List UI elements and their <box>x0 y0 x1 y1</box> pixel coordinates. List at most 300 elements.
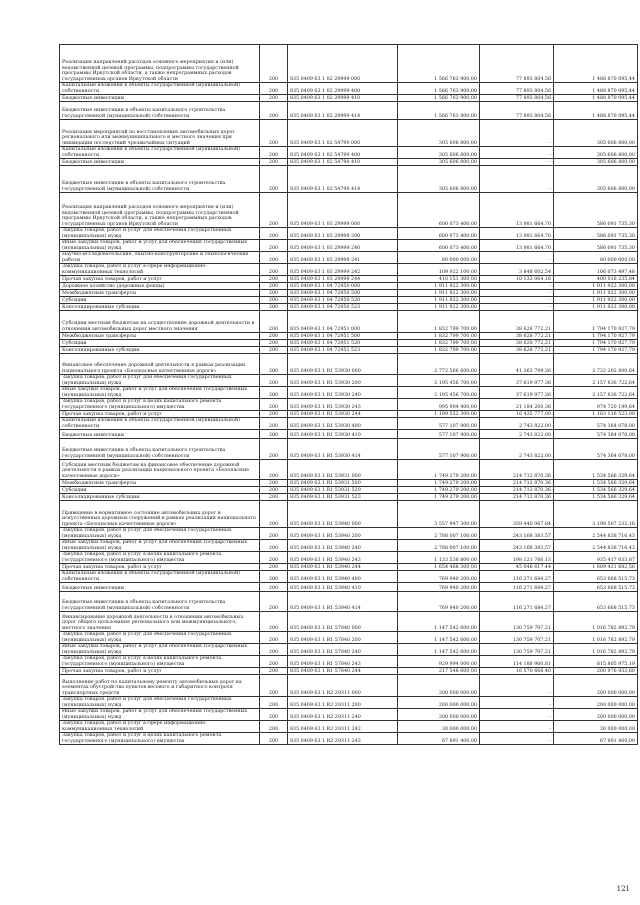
row-approved-amount-cell: 305 606 800,00 <box>398 166 480 193</box>
row-classification-code-cell: 835 0409 63 1 R2 29311 243 <box>288 733 398 745</box>
row-classification-code-cell: 835 0409 63 1 04 72951 520 <box>288 340 398 347</box>
row-executed-amount-cell: 77 893 804,56 <box>480 45 554 83</box>
row-classification-code-cell: 835 0409 63 1 R2 29311 000 <box>288 675 398 697</box>
row-executed-amount-cell: 2 743 822,00 <box>480 418 554 430</box>
row-name-cell: Консолидированные субсидии <box>60 304 260 311</box>
row-name-cell: Бюджетные инвестиции в объекты капитального строительства государственной (муниципальной) собственности <box>60 166 260 193</box>
row-code-cell: 200 <box>260 83 288 95</box>
row-remaining-amount-cell: 815 805 975,19 <box>554 656 638 668</box>
row-name-cell: Консолидированные субсидии <box>60 494 260 501</box>
table-row <box>60 460 638 480</box>
table-row <box>60 487 638 494</box>
table-row <box>60 612 638 632</box>
row-classification-code-cell: 835 0409 63 1 02 54790 414 <box>288 166 398 193</box>
row-name-cell: Прочая закупка товаров, работ и услуг <box>60 668 260 675</box>
row-remaining-amount-cell: 1 534 566 329,64 <box>554 487 638 494</box>
row-executed-amount-cell: - <box>480 283 554 290</box>
row-name-cell: Межбюджетные трансферты <box>60 290 260 297</box>
row-executed-amount-cell: - <box>480 721 554 733</box>
row-approved-amount-cell: 1 749 279 200,00 <box>398 494 480 501</box>
row-approved-amount-cell: 577 107 900,00 <box>398 439 480 460</box>
table-row <box>60 147 638 159</box>
table-row <box>60 340 638 347</box>
table-row <box>60 228 638 240</box>
row-remaining-amount-cell: 574 364 078,00 <box>554 439 638 460</box>
row-executed-amount-cell: - <box>480 675 554 697</box>
row-name-cell: Субсидии <box>60 340 260 347</box>
table-row <box>60 552 638 564</box>
table-row <box>60 290 638 297</box>
table-row <box>60 439 638 460</box>
row-classification-code-cell: 835 0409 63 1 R1 53930 243 <box>288 399 398 411</box>
row-approved-amount-cell: 305 606 800,00 <box>398 147 480 159</box>
row-name-cell: Субсидии <box>60 297 260 304</box>
row-classification-code-cell: 835 0409 63 1 R1 53930 000 <box>288 354 398 375</box>
row-code-cell: 200 <box>260 644 288 656</box>
table-row <box>60 45 638 83</box>
row-remaining-amount-cell: 1 488 870 095,44 <box>554 83 638 95</box>
row-remaining-amount-cell: 200 000 000,00 <box>554 697 638 709</box>
row-approved-amount-cell: 1 832 799 700,00 <box>398 340 480 347</box>
row-classification-code-cell: 835 0409 63 1 R1 53940 410 <box>288 583 398 592</box>
row-classification-code-cell: 835 0409 63 1 02 54790 400 <box>288 147 398 159</box>
row-remaining-amount-cell: 2 157 836 722,64 <box>554 375 638 387</box>
row-code-cell: 200 <box>260 375 288 387</box>
row-executed-amount-cell: 13 981 664,70 <box>480 193 554 228</box>
row-name-cell: Субсидии местным бюджетам на финансовое обеспечение дорожной деятельности в рамках реализации национального проекта «Безопасные качественные дороги» <box>60 460 260 480</box>
row-approved-amount-cell: 577 107 900,00 <box>398 418 480 430</box>
row-remaining-amount-cell: 305 606 800,00 <box>554 147 638 159</box>
row-classification-code-cell: 835 0409 63 1 02 54790 410 <box>288 159 398 166</box>
row-remaining-amount-cell: 1 911 922 300,00 <box>554 283 638 290</box>
row-remaining-amount-cell: 1 534 566 329,64 <box>554 494 638 501</box>
table-row <box>60 193 638 228</box>
row-name-cell: Закупка товаров, работ и услуг в сфере информационно-коммуникационных технологий <box>60 264 260 276</box>
row-remaining-amount-cell: 1 794 170 927,79 <box>554 333 638 340</box>
row-remaining-amount-cell: 200 000 000,00 <box>554 675 638 697</box>
row-code-cell: 200 <box>260 430 288 439</box>
row-classification-code-cell: 835 0409 63 1 R2 29311 242 <box>288 721 398 733</box>
row-classification-code-cell: 835 0409 63 1 R1 53940 414 <box>288 592 398 612</box>
row-remaining-amount-cell: 586 091 735,30 <box>554 193 638 228</box>
row-code-cell: 200 <box>260 166 288 193</box>
table-row <box>60 430 638 439</box>
table-row <box>60 311 638 333</box>
row-remaining-amount-cell: 3 198 507 232,16 <box>554 501 638 528</box>
row-approved-amount-cell: 1 147 542 600,00 <box>398 612 480 632</box>
row-classification-code-cell: 835 0409 63 1 02 29999 000 <box>288 45 398 83</box>
row-name-cell: Финансирование дорожной деятельности в отношении автомобильных дорог общего пользования регионального или межмуниципального, местного значения <box>60 612 260 632</box>
table-row <box>60 347 638 354</box>
row-approved-amount-cell: 1 911 922 300,00 <box>398 283 480 290</box>
table-row <box>60 95 638 102</box>
row-code-cell: 200 <box>260 45 288 83</box>
row-name-cell: Закупка товаров, работ и услуг в целях капитального ремонта государственного (муниципального) имущества <box>60 733 260 745</box>
row-classification-code-cell: 835 0409 63 1 03 29999 241 <box>288 252 398 264</box>
table-row <box>60 120 638 147</box>
row-name-cell: Научно-исследовательские, опытно-конструкторские и технологические работы <box>60 252 260 264</box>
row-code-cell: 200 <box>260 387 288 399</box>
row-approved-amount-cell: 1 749 279 200,00 <box>398 487 480 494</box>
row-executed-amount-cell: 130 759 707,21 <box>480 644 554 656</box>
table-row <box>60 494 638 501</box>
row-executed-amount-cell: 10 133 064,16 <box>480 276 554 283</box>
row-remaining-amount-cell: 1 488 870 095,44 <box>554 45 638 83</box>
row-executed-amount-cell: 77 893 804,56 <box>480 83 554 95</box>
row-code-cell: 200 <box>260 460 288 480</box>
row-remaining-amount-cell: 1 911 922 300,00 <box>554 304 638 311</box>
row-name-cell: Закупка товаров, работ и услуг для обеспечения государственных (муниципальных) нужд <box>60 632 260 644</box>
row-remaining-amount-cell: 305 606 800,00 <box>554 166 638 193</box>
row-name-cell: Прочая закупка товаров, работ и услуг <box>60 564 260 571</box>
row-code-cell: 200 <box>260 583 288 592</box>
row-remaining-amount-cell: 653 668 515,73 <box>554 592 638 612</box>
row-remaining-amount-cell: 1 488 870 095,44 <box>554 102 638 120</box>
row-name-cell: Закупка товаров, работ и услуг для обеспечения государственных (муниципальных) нужд <box>60 697 260 709</box>
row-approved-amount-cell: 2 772 566 600,00 <box>398 354 480 375</box>
row-approved-amount-cell: 1 147 542 600,00 <box>398 632 480 644</box>
row-approved-amount-cell: 1 911 922 300,00 <box>398 297 480 304</box>
row-name-cell: Бюджетные инвестиции <box>60 430 260 439</box>
row-classification-code-cell: 835 0409 63 1 03 29999 200 <box>288 228 398 240</box>
table-body <box>60 45 638 745</box>
row-executed-amount-cell: 214 712 870,36 <box>480 460 554 480</box>
row-code-cell: 200 <box>260 564 288 571</box>
row-approved-amount-cell: 995 904 400,00 <box>398 399 480 411</box>
row-executed-amount-cell: - <box>480 290 554 297</box>
row-name-cell: Капитальные вложения в объекты государственной (муниципальной) собственности <box>60 418 260 430</box>
row-executed-amount-cell: 116 271 684,27 <box>480 583 554 592</box>
table-row <box>60 501 638 528</box>
row-name-cell: Прочая закупка товаров, работ и услуг <box>60 411 260 418</box>
row-approved-amount-cell: 2 195 456 700,00 <box>398 375 480 387</box>
row-name-cell: Бюджетные инвестиции в объекты капитального строительства государственной (муниципальной) собственности <box>60 439 260 460</box>
row-classification-code-cell: 835 0409 63 1 R1 57840 000 <box>288 612 398 632</box>
row-classification-code-cell: 835 0409 63 1 R1 53931 500 <box>288 480 398 487</box>
table-row <box>60 333 638 340</box>
row-remaining-amount-cell: 1 534 566 329,64 <box>554 460 638 480</box>
table-row <box>60 283 638 290</box>
row-executed-amount-cell: - <box>480 297 554 304</box>
row-code-cell: 200 <box>260 697 288 709</box>
row-name-cell: Закупка товаров, работ и услуг в целях капитального ремонта государственного (муниципального) имущества <box>60 656 260 668</box>
row-code-cell: 200 <box>260 709 288 721</box>
table-row <box>60 528 638 540</box>
row-executed-amount-cell: 3 848 602,54 <box>480 264 554 276</box>
row-approved-amount-cell: 80 000 000,00 <box>398 252 480 264</box>
row-executed-amount-cell: 38 628 772,21 <box>480 333 554 340</box>
row-executed-amount-cell: - <box>480 697 554 709</box>
row-executed-amount-cell: 2 743 822,00 <box>480 430 554 439</box>
row-name-cell: Закупка товаров, работ и услуг в целях капитального ремонта государственного (муниципального) имущества <box>60 399 260 411</box>
row-classification-code-cell: 835 0409 63 1 R1 53940 200 <box>288 528 398 540</box>
row-executed-amount-cell: 38 628 772,21 <box>480 340 554 347</box>
row-code-cell: 200 <box>260 95 288 102</box>
row-code-cell: 200 <box>260 480 288 487</box>
row-name-cell: Межбюджетные трансферты <box>60 480 260 487</box>
row-code-cell: 200 <box>260 675 288 697</box>
row-approved-amount-cell: 769 940 200,00 <box>398 592 480 612</box>
row-name-cell: Прочая закупка товаров, работ и услуг <box>60 276 260 283</box>
row-classification-code-cell: 835 0409 63 1 03 29999 000 <box>288 193 398 228</box>
row-code-cell: 200 <box>260 333 288 340</box>
table-row <box>60 668 638 675</box>
row-code-cell: 200 <box>260 612 288 632</box>
row-approved-amount-cell: 305 606 800,00 <box>398 159 480 166</box>
row-approved-amount-cell: 1 749 279 200,00 <box>398 460 480 480</box>
row-approved-amount-cell: 769 940 200,00 <box>398 583 480 592</box>
row-classification-code-cell: 835 0409 63 1 R1 53930 240 <box>288 387 398 399</box>
row-executed-amount-cell: 13 981 664,70 <box>480 240 554 252</box>
row-remaining-amount-cell: 1 016 782 892,79 <box>554 612 638 632</box>
row-name-cell: Реализация направлений расходов основного мероприятия и (или) ведомственной целевой программы, подпрограммы государственной программы Иркутской области, а также непрограммных расходов государственных органов Иркутской области <box>60 193 260 228</box>
row-classification-code-cell: 835 0409 63 1 03 29999 240 <box>288 240 398 252</box>
row-approved-amount-cell: 3 557 947 300,00 <box>398 501 480 528</box>
table-row <box>60 675 638 697</box>
row-remaining-amount-cell: 586 091 735,30 <box>554 240 638 252</box>
table-row <box>60 644 638 656</box>
row-remaining-amount-cell: 1 016 782 892,79 <box>554 632 638 644</box>
row-remaining-amount-cell: 305 606 800,00 <box>554 159 638 166</box>
row-classification-code-cell: 835 0409 63 1 04 72950 523 <box>288 304 398 311</box>
row-approved-amount-cell: 1 133 538 800,00 <box>398 552 480 564</box>
row-executed-amount-cell: 13 981 664,70 <box>480 228 554 240</box>
row-name-cell: Бюджетные инвестиции в объекты капитального строительства государственной (муниципальной) собственности <box>60 102 260 120</box>
row-classification-code-cell: 835 0409 63 1 04 72951 523 <box>288 347 398 354</box>
row-executed-amount-cell: 116 271 684,27 <box>480 571 554 583</box>
row-code-cell: 200 <box>260 487 288 494</box>
row-remaining-amount-cell: 1 488 870 095,44 <box>554 95 638 102</box>
row-classification-code-cell: 835 0409 63 1 R2 29311 200 <box>288 697 398 709</box>
row-approved-amount-cell: 109 922 100,00 <box>398 264 480 276</box>
table-row <box>60 354 638 375</box>
row-code-cell: 200 <box>260 120 288 147</box>
table-row <box>60 632 638 644</box>
row-remaining-amount-cell: 586 091 735,30 <box>554 228 638 240</box>
row-code-cell: 200 <box>260 528 288 540</box>
row-approved-amount-cell: 929 994 000,00 <box>398 656 480 668</box>
row-approved-amount-cell: 1 566 763 900,00 <box>398 83 480 95</box>
row-code-cell: 200 <box>260 252 288 264</box>
row-executed-amount-cell: 114 188 960,81 <box>480 656 554 668</box>
row-code-cell: 200 <box>260 228 288 240</box>
table-row <box>60 240 638 252</box>
row-code-cell: 200 <box>260 311 288 333</box>
budget-execution-table <box>59 44 638 745</box>
row-approved-amount-cell: 1 832 799 700,00 <box>398 347 480 354</box>
row-classification-code-cell: 835 0409 63 1 R1 53930 410 <box>288 430 398 439</box>
row-name-cell: Иные закупки товаров, работ и услуг для обеспечения государственных (муниципальных) нужд <box>60 709 260 721</box>
row-name-cell: Закупка товаров, работ и услуг для обеспечения государственных (муниципальных) нужд <box>60 228 260 240</box>
row-approved-amount-cell: 1 199 552 300,00 <box>398 411 480 418</box>
row-executed-amount-cell: 45 046 617,44 <box>480 564 554 571</box>
table-row <box>60 564 638 571</box>
row-executed-amount-cell: - <box>480 147 554 159</box>
row-classification-code-cell: 835 0409 63 1 02 29999 400 <box>288 83 398 95</box>
table-row <box>60 375 638 387</box>
page-number: 121 <box>616 885 630 893</box>
row-approved-amount-cell: 1 749 279 200,00 <box>398 480 480 487</box>
row-classification-code-cell: 835 0409 63 1 R1 53940 000 <box>288 501 398 528</box>
row-code-cell: 200 <box>260 494 288 501</box>
table-row <box>60 733 638 745</box>
table-row <box>60 252 638 264</box>
row-approved-amount-cell: 1 911 922 300,00 <box>398 304 480 311</box>
row-classification-code-cell: 835 0409 63 1 R1 57840 240 <box>288 644 398 656</box>
table-row <box>60 583 638 592</box>
row-remaining-amount-cell: 106 073 497,46 <box>554 264 638 276</box>
row-remaining-amount-cell: 2 544 838 716,43 <box>554 528 638 540</box>
row-executed-amount-cell: 77 893 804,56 <box>480 102 554 120</box>
row-remaining-amount-cell: 1 183 116 523,00 <box>554 411 638 418</box>
row-remaining-amount-cell: 574 364 078,00 <box>554 418 638 430</box>
row-code-cell: 200 <box>260 193 288 228</box>
row-executed-amount-cell: 21 184 200,36 <box>480 399 554 411</box>
row-code-cell: 200 <box>260 340 288 347</box>
row-executed-amount-cell: 214 712 870,36 <box>480 494 554 501</box>
row-remaining-amount-cell: 200 000 000,00 <box>554 709 638 721</box>
table-row <box>60 592 638 612</box>
row-executed-amount-cell: - <box>480 304 554 311</box>
row-executed-amount-cell: 16 435 777,00 <box>480 411 554 418</box>
row-name-cell: Дорожное хозяйство (дорожные фонды) <box>60 283 260 290</box>
row-code-cell: 200 <box>260 632 288 644</box>
row-remaining-amount-cell: 1 911 922 300,00 <box>554 297 638 304</box>
row-classification-code-cell: 835 0409 63 1 R1 53940 243 <box>288 552 398 564</box>
table-row <box>60 540 638 552</box>
row-remaining-amount-cell: 653 668 515,73 <box>554 583 638 592</box>
row-remaining-amount-cell: 1 911 922 300,00 <box>554 290 638 297</box>
table-row <box>60 297 638 304</box>
row-executed-amount-cell: - <box>480 709 554 721</box>
row-classification-code-cell: 835 0409 63 1 R1 57840 200 <box>288 632 398 644</box>
row-name-cell: Финансовое обеспечение дорожной деятельности в рамках реализации национального проекта «Безопасные качественные дороги» <box>60 354 260 375</box>
row-name-cell: Субсидии <box>60 487 260 494</box>
row-executed-amount-cell: 130 759 707,21 <box>480 612 554 632</box>
table-row <box>60 697 638 709</box>
row-name-cell: Бюджетные инвестиции <box>60 95 260 102</box>
row-remaining-amount-cell: 2 544 838 716,43 <box>554 540 638 552</box>
row-code-cell: 200 <box>260 304 288 311</box>
row-classification-code-cell: 835 0409 63 1 04 72950 500 <box>288 290 398 297</box>
row-code-cell: 200 <box>260 733 288 745</box>
row-classification-code-cell: 835 0409 63 1 04 72950 520 <box>288 297 398 304</box>
row-executed-amount-cell: 243 168 383,57 <box>480 528 554 540</box>
row-approved-amount-cell: 1 832 799 700,00 <box>398 333 480 340</box>
table-row <box>60 709 638 721</box>
row-name-cell: Реализация направлений расходов основного мероприятия и (или) ведомственной целевой программы, подпрограммы государственной программы Иркутской области, а также непрограммных расходов государственных органов Иркутской области <box>60 45 260 83</box>
row-classification-code-cell: 835 0409 63 1 02 29999 414 <box>288 102 398 120</box>
row-code-cell: 200 <box>260 297 288 304</box>
row-classification-code-cell: 835 0409 63 1 R1 57840 244 <box>288 668 398 675</box>
row-approved-amount-cell: 1 911 922 300,00 <box>398 290 480 297</box>
row-classification-code-cell: 835 0409 63 1 R1 53930 244 <box>288 411 398 418</box>
row-classification-code-cell: 835 0409 63 1 R1 53931 523 <box>288 494 398 501</box>
row-code-cell: 200 <box>260 656 288 668</box>
row-remaining-amount-cell: 305 606 800,00 <box>554 120 638 147</box>
row-code-cell: 200 <box>260 159 288 166</box>
row-approved-amount-cell: 769 940 200,00 <box>398 571 480 583</box>
row-approved-amount-cell: 67 891 400,00 <box>398 733 480 745</box>
row-name-cell: Бюджетные инвестиции <box>60 583 260 592</box>
row-classification-code-cell: 835 0409 63 1 04 72950 000 <box>288 283 398 290</box>
table-row <box>60 83 638 95</box>
row-name-cell: Приведение в нормативное состояние автомобильных дорог и искусственных дорожных сооружений в рамках реализации национального проекта «Безопасные качественные дороги» <box>60 501 260 528</box>
row-approved-amount-cell: 200 000 000,00 <box>398 697 480 709</box>
row-classification-code-cell: 835 0409 63 1 02 29999 410 <box>288 95 398 102</box>
row-remaining-amount-cell: 974 720 199,64 <box>554 399 638 411</box>
table-row <box>60 159 638 166</box>
row-executed-amount-cell: 37 619 977,36 <box>480 387 554 399</box>
row-remaining-amount-cell: 30 000 000,00 <box>554 721 638 733</box>
row-executed-amount-cell: - <box>480 733 554 745</box>
row-executed-amount-cell: 214 712 870,36 <box>480 480 554 487</box>
row-executed-amount-cell: 38 628 772,21 <box>480 347 554 354</box>
table-row <box>60 102 638 120</box>
row-classification-code-cell: 835 0409 63 1 03 29999 242 <box>288 264 398 276</box>
row-approved-amount-cell: 600 073 400,00 <box>398 240 480 252</box>
table-row <box>60 166 638 193</box>
row-code-cell: 200 <box>260 347 288 354</box>
row-code-cell: 200 <box>260 240 288 252</box>
row-remaining-amount-cell: 935 417 033,87 <box>554 552 638 564</box>
row-classification-code-cell: 835 0409 63 1 R1 53940 244 <box>288 564 398 571</box>
row-code-cell: 200 <box>260 264 288 276</box>
row-executed-amount-cell: 243 168 383,57 <box>480 540 554 552</box>
row-name-cell: Иные закупки товаров, работ и услуг для обеспечения государственных (муниципальных) нужд <box>60 387 260 399</box>
table-row <box>60 480 638 487</box>
row-executed-amount-cell: - <box>480 166 554 193</box>
row-name-cell: Выполнение работ по капитальному ремонту автомобильных дорог на элементах обустройства пунктов весового и габаритного контроля транспортных средств <box>60 675 260 697</box>
table-row <box>60 399 638 411</box>
row-name-cell: Закупка товаров, работ и услуг в целях капитального ремонта государственного (муниципального) имущества <box>60 552 260 564</box>
table-row <box>60 656 638 668</box>
row-code-cell: 200 <box>260 540 288 552</box>
row-remaining-amount-cell: 574 364 078,00 <box>554 430 638 439</box>
row-remaining-amount-cell: 1 794 170 927,79 <box>554 347 638 354</box>
row-executed-amount-cell: - <box>480 252 554 264</box>
row-approved-amount-cell: 200 000 000,00 <box>398 675 480 697</box>
row-approved-amount-cell: 600 073 400,00 <box>398 228 480 240</box>
row-approved-amount-cell: 30 000 000,00 <box>398 721 480 733</box>
row-name-cell: Закупка товаров, работ и услуг для обеспечения государственных (муниципальных) нужд <box>60 375 260 387</box>
row-classification-code-cell: 835 0409 63 1 R2 29311 240 <box>288 709 398 721</box>
row-name-cell: Межбюджетные трансферты <box>60 333 260 340</box>
row-classification-code-cell: 835 0409 63 1 02 54790 000 <box>288 120 398 147</box>
row-name-cell: Иные закупки товаров, работ и услуг для обеспечения государственных (муниципальных) нужд <box>60 540 260 552</box>
row-classification-code-cell: 835 0409 63 1 R1 53931 520 <box>288 487 398 494</box>
row-executed-amount-cell: 2 743 822,00 <box>480 439 554 460</box>
row-executed-amount-cell: 77 893 804,56 <box>480 95 554 102</box>
row-remaining-amount-cell: 1 534 566 329,64 <box>554 480 638 487</box>
row-name-cell: Капитальные вложения в объекты государственной (муниципальной) собственности <box>60 83 260 95</box>
row-code-cell: 200 <box>260 354 288 375</box>
row-approved-amount-cell: 1 566 763 900,00 <box>398 45 480 83</box>
row-code-cell: 200 <box>260 276 288 283</box>
row-approved-amount-cell: 1 566 763 900,00 <box>398 102 480 120</box>
row-executed-amount-cell: 116 271 684,27 <box>480 592 554 612</box>
row-executed-amount-cell: - <box>480 159 554 166</box>
row-code-cell: 200 <box>260 439 288 460</box>
row-code-cell: 200 <box>260 147 288 159</box>
row-executed-amount-cell: 359 440 067,84 <box>480 501 554 528</box>
row-remaining-amount-cell: 200 976 933,60 <box>554 668 638 675</box>
row-classification-code-cell: 835 0409 63 1 R1 53940 400 <box>288 571 398 583</box>
row-classification-code-cell: 835 0409 63 1 R1 53930 400 <box>288 418 398 430</box>
row-approved-amount-cell: 200 000 000,00 <box>398 709 480 721</box>
row-remaining-amount-cell: 1 609 421 682,56 <box>554 564 638 571</box>
row-approved-amount-cell: 1 832 799 700,00 <box>398 311 480 333</box>
